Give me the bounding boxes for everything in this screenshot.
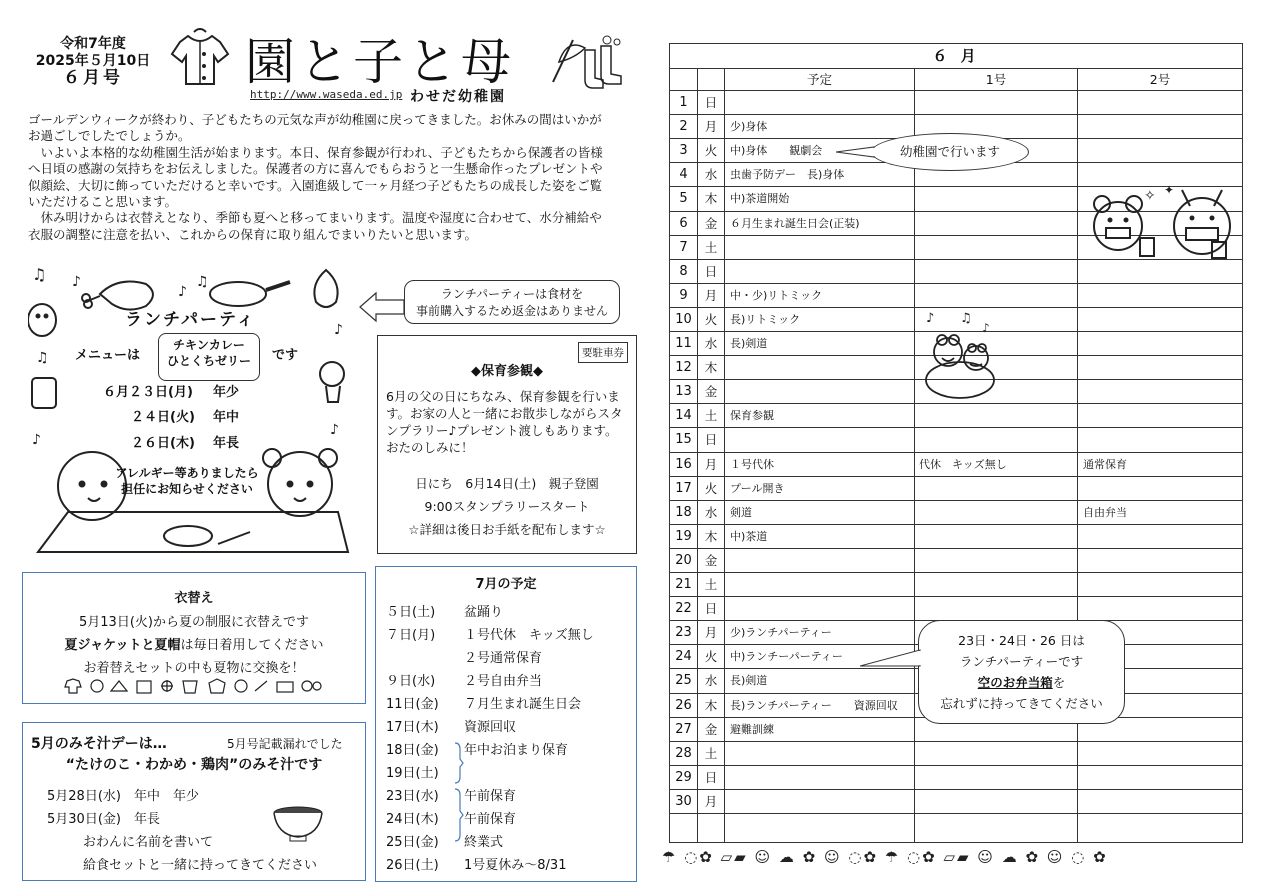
calendar-weekday: 金 <box>704 384 718 400</box>
july-row <box>386 739 568 758</box>
issue-date: 2025年５月10日 <box>35 53 151 69</box>
calendar-day: 1 <box>679 95 688 110</box>
calendar-day: 5 <box>679 191 688 207</box>
calendar-plan: 長)リトミック <box>730 312 801 326</box>
uniform-change-box <box>22 572 366 704</box>
svg-text:♫: ♫ <box>196 274 209 290</box>
miso-menu: “たけのこ・わかめ・鶏肉”のみそ汁です <box>65 757 323 773</box>
calendar-plan: 中)ランチーパーティー <box>730 650 843 664</box>
calendar-row <box>670 476 1242 500</box>
calendar-plan: 長)ランチパーティー 資源回収 <box>730 698 898 712</box>
calendar-plan: 長)剣道 <box>730 674 768 688</box>
miso-instruction: 給食セットと一緒に持ってきてください <box>83 858 318 873</box>
school-name: わせだ幼稚園 <box>410 89 506 105</box>
calendar-row <box>670 813 1242 837</box>
callout-text: を <box>1052 675 1066 690</box>
calendar-row <box>670 741 1242 765</box>
july-date: 11日(金) <box>386 697 439 712</box>
calendar-day: 28 <box>675 745 692 761</box>
observation-heading: ◆保育参観◆ <box>471 364 543 379</box>
calendar-weekday: 月 <box>704 119 718 135</box>
lunch-class: 年少 <box>213 385 240 400</box>
july-event: 1号夏休み～8/31 <box>464 858 567 873</box>
calendar-day: 15 <box>675 432 692 448</box>
uniform-change-title: 衣替え <box>174 591 214 606</box>
menu-item: ひとくちゼリー <box>166 354 251 368</box>
calendar-weekday: 日 <box>704 263 718 279</box>
intro-text <box>28 112 613 243</box>
svg-text:✦: ✦ <box>1164 183 1175 197</box>
newsletter-title: 園と子と母 <box>245 33 515 91</box>
calendar-day: 23 <box>675 625 692 641</box>
calendar-row <box>670 596 1242 620</box>
summer-items: 夏ジャケットと夏帽 <box>64 638 181 653</box>
lunch-class: 年中 <box>213 410 240 425</box>
uniform-change-text: は毎日着用してください <box>180 638 324 653</box>
menu-desu: です <box>272 348 299 363</box>
calendar-plan: 中)茶道 <box>730 529 768 543</box>
calendar-day <box>670 814 697 837</box>
calendar-day: 16 <box>675 456 692 472</box>
calendar-weekday: 水 <box>704 167 718 183</box>
july-date: ９日(水) <box>386 674 436 689</box>
calendar-day: 9 <box>679 287 688 303</box>
bowl-icon <box>271 805 325 843</box>
july-row <box>386 670 542 689</box>
july-row <box>386 716 516 735</box>
calendar-row <box>670 548 1242 572</box>
calendar-weekday: 日 <box>704 432 718 448</box>
calendar-day: 2 <box>679 119 688 135</box>
calendar-day: 7 <box>679 239 688 255</box>
calendar-day: 22 <box>675 601 692 617</box>
july-event: ２号通常保育 <box>464 651 543 666</box>
july-event: 午前保育 <box>464 789 517 804</box>
july-date: 26日(土) <box>386 858 439 873</box>
calendar-weekday: 月 <box>704 793 718 809</box>
uniform-change-line: お着替えセットの中も夏物に交換を！ <box>83 661 305 676</box>
menu-label: メニューは <box>75 348 141 363</box>
calendar-plan: ６月生まれ誕生日会(正装) <box>730 216 860 230</box>
calendar-weekday: 月 <box>704 287 718 303</box>
calendar-no1: 代休 キッズ無し <box>919 457 1007 471</box>
calendar-day: 24 <box>675 649 692 665</box>
calendar-plan: 剣道 <box>730 505 752 519</box>
calendar-plan: 避難訓練 <box>730 722 774 736</box>
july-event: １号代休 キッズ無し <box>464 628 594 643</box>
theater-callout: 幼稚園で行います <box>871 133 1029 171</box>
miso-date-line: 5月30日(金) 年長 <box>47 812 160 827</box>
clothes-decoration-icon <box>63 677 325 695</box>
calendar-day: 29 <box>675 769 692 785</box>
july-event: 盆踊り <box>464 605 504 620</box>
calendar-day: 21 <box>675 577 692 592</box>
intro-paragraph: いよいよ本格的な幼稚園生活が始まります。本日、保育参観が行われ、子どもたちから保護者の皆様へ日頃の感謝の気持ちをお伝えしました。保護者の方に喜んでもらおうと一生懸命作ったプレゼントや似顔絵、大切に飾っていただけると幸いです。入園進級して一ヶ月経つ子どもたちの成長した姿をご覧いただけること思います。 <box>28 144 603 210</box>
calendar-day: 18 <box>675 504 692 520</box>
svg-text:♪: ♪ <box>178 284 187 300</box>
svg-text:♪: ♪ <box>982 321 990 335</box>
july-event: 資源回収 <box>464 720 517 735</box>
calendar-day: 4 <box>679 167 688 183</box>
svg-text:✧: ✧ <box>1144 188 1156 204</box>
calendar-day: 26 <box>675 697 692 713</box>
lunch-box-callout <box>918 620 1125 724</box>
calendar-day: 30 <box>675 793 692 809</box>
calendar-day: 10 <box>675 311 692 327</box>
col-header-no2: 2号 <box>1149 72 1171 87</box>
lunch-date: ６月２３日(月) <box>103 385 193 400</box>
july-date: 24日(木) <box>386 812 439 827</box>
calendar-plan: 中)茶道開始 <box>730 192 790 206</box>
frogs-singing-illustration <box>922 308 998 404</box>
allergy-line: 担任にお知らせください <box>121 482 253 496</box>
col-header-plan: 予定 <box>806 72 832 87</box>
umbrella-boots-icon <box>545 32 625 94</box>
calendar-title: ６ 月 <box>670 44 1242 69</box>
july-row <box>386 624 594 643</box>
july-date: 19日(土) <box>386 766 439 781</box>
school-url[interactable]: http://www.waseda.ed.jp <box>250 88 403 101</box>
calendar-weekday: 水 <box>704 504 718 520</box>
uniform-change-line: 5月13日(火)から夏の制服に衣替えです <box>79 615 309 630</box>
lunch-class: 年長 <box>213 436 240 451</box>
svg-text:♪: ♪ <box>32 432 41 448</box>
calendar-weekday: 木 <box>704 360 718 376</box>
calendar-plan: 虫歯予防デー 長)身体 <box>730 168 845 182</box>
callout-line <box>919 672 1124 693</box>
july-schedule-box <box>375 566 637 882</box>
lunch-date: ２６日(木) <box>131 436 195 451</box>
july-row <box>386 601 503 620</box>
menu-box <box>158 333 260 381</box>
calendar-row <box>670 403 1242 427</box>
miso-soup-day-box <box>22 722 366 881</box>
calendar-day: 6 <box>679 215 688 231</box>
callout-line: ランチパーティーは食材を <box>440 287 584 301</box>
july-title: 7月の予定 <box>475 577 537 592</box>
fiscal-year: 令和7年度 <box>60 36 126 52</box>
calendar-weekday: 金 <box>704 552 718 568</box>
col-header-no1: 1号 <box>985 72 1007 87</box>
calendar-weekday: 土 <box>704 239 718 255</box>
shirt-icon <box>168 28 232 88</box>
july-date: 25日(金) <box>386 835 439 850</box>
calendar-row <box>670 524 1242 548</box>
miso-instruction: おわんに名前を書いて <box>83 835 214 850</box>
calendar-weekday: 日 <box>704 769 718 785</box>
july-row <box>386 693 581 712</box>
calendar-weekday: 金 <box>704 721 718 737</box>
rainy-season-border-decoration: ☂ ◌✿ ▱▰ ☺ ☁ ✿ ☺ ◌✿ ☂ ◌✿ ▱▰ ☺ ☁ ✿ ☺ ◌ ✿ <box>662 848 1108 866</box>
parking-ticket-tag: 要駐車券 <box>578 342 628 363</box>
calendar-day: 12 <box>675 360 692 376</box>
calendar-row <box>670 427 1242 451</box>
july-row <box>386 854 566 873</box>
july-event: ２号自由弁当 <box>464 674 543 689</box>
svg-text:♫: ♫ <box>32 265 47 284</box>
calendar-weekday: 土 <box>704 408 718 424</box>
calendar-day: 25 <box>675 673 692 689</box>
calendar-weekday: 火 <box>704 649 718 665</box>
callout-line: 事前購入するため返金はありません <box>415 304 608 318</box>
calendar-weekday: 月 <box>704 625 718 641</box>
calendar-plan: 中)身体 観劇会 <box>730 144 823 158</box>
july-date: 18日(金) <box>386 743 439 758</box>
refund-callout <box>404 280 620 324</box>
calendar-weekday: 火 <box>704 480 718 496</box>
calendar-plan: 少)ランチパーティー <box>730 626 832 640</box>
july-date: 17日(木) <box>386 720 439 735</box>
calendar-weekday: 火 <box>704 311 718 327</box>
svg-text:♪: ♪ <box>72 274 81 290</box>
calendar-weekday: 水 <box>704 336 718 351</box>
allergy-line: アレルギー等ありましたら <box>115 466 259 480</box>
left-arrow-icon <box>358 290 406 324</box>
calendar-day: 13 <box>675 384 692 400</box>
calendar-weekday: 木 <box>704 191 718 207</box>
calendar-day: 27 <box>675 721 692 737</box>
july-row <box>386 808 516 827</box>
july-row <box>386 785 516 804</box>
intro-paragraph: ゴールデンウィークが終わり、子どもたちの元気な声が幼稚園に戻ってきました。お休みの間はいかがお過ごしでしたでしょうか。 <box>28 112 602 144</box>
kids-brushing-teeth-illustration <box>1082 180 1232 266</box>
issue-number: ６月号 <box>63 68 123 88</box>
calendar-day: 3 <box>679 143 688 159</box>
calendar-no2: 通常保育 <box>1083 457 1127 471</box>
calendar-day: 8 <box>679 263 688 279</box>
allergy-note <box>112 465 262 497</box>
calendar-plan: 中・少)リトミック <box>730 288 823 302</box>
intro-paragraph: 休み明けからは衣替えとなり、季節も夏へと移ってまいります。温度や湿度に合わせて、水分補給や衣服の調整に注意を払い、これからの保育に取り組んでまいりたいと思います。 <box>28 210 602 242</box>
july-date: 23日(水) <box>386 789 439 804</box>
calendar-weekday: 木 <box>704 528 718 544</box>
calendar-weekday: 日 <box>704 95 718 110</box>
calendar-weekday: 水 <box>704 673 718 689</box>
calendar-plan: 長)剣道 <box>730 337 768 350</box>
calendar-weekday: 金 <box>704 215 718 231</box>
svg-text:♫: ♫ <box>960 311 972 326</box>
calendar-weekday: 月 <box>704 456 718 472</box>
callout-line: 忘れずに持ってきてください <box>940 696 1103 711</box>
calendar-plan: １号代休 <box>730 457 774 471</box>
calendar-weekday: 日 <box>704 601 718 617</box>
calendar-weekday: 土 <box>704 745 718 761</box>
callout-pointer <box>860 648 922 670</box>
calendar-row <box>670 765 1242 789</box>
calendar-weekday <box>698 814 724 837</box>
miso-note: 5月号記載漏れでした <box>227 737 343 751</box>
uniform-change-line <box>23 634 365 653</box>
july-event: 年中お泊まり保育 <box>464 743 569 758</box>
calendar-day: 14 <box>675 408 692 424</box>
july-event: 午前保育 <box>464 812 517 827</box>
calendar-row <box>670 283 1242 307</box>
calendar-weekday: 木 <box>704 697 718 713</box>
svg-text:♪: ♪ <box>926 311 935 326</box>
observation-note: ☆詳細は後日お手紙を配布します☆ <box>408 522 606 537</box>
callout-pointer <box>836 145 876 159</box>
calendar-day: 20 <box>675 552 692 568</box>
observation-body: 6月の父の日にちなみ、保育参観を行います。お家の人と一緒にお散歩しながらスタンプラリー♪プレゼント渡しもあります。おたのしみに！ <box>386 389 623 455</box>
lunch-party-title: ランチパーティ <box>125 310 256 330</box>
calendar-no2: 自由弁当 <box>1083 505 1127 519</box>
callout-line: ランチパーティーです <box>959 654 1084 669</box>
calendar-row <box>670 452 1242 476</box>
svg-text:♪: ♪ <box>330 422 339 438</box>
empty-lunchbox-text: 空のお弁当箱 <box>977 675 1053 690</box>
calendar-plan: プール開き <box>730 481 785 495</box>
july-date: ７日(月) <box>386 628 436 643</box>
bracket-icon <box>454 739 464 879</box>
calendar-day: 19 <box>675 528 692 544</box>
menu-item: チキンカレー <box>173 338 245 352</box>
svg-text:♫: ♫ <box>36 350 49 366</box>
july-row <box>386 762 464 781</box>
calendar-row <box>670 90 1242 114</box>
observation-time: 9:00スタンプラリースタート <box>424 499 590 514</box>
july-row <box>386 831 503 850</box>
july-row <box>386 647 542 666</box>
july-event: ７月生まれ誕生日会 <box>464 697 582 712</box>
calendar-plan: 少)身体 <box>730 120 768 134</box>
calendar-plan: 保育参観 <box>730 409 774 423</box>
issue-info <box>18 36 168 87</box>
calendar-row <box>670 789 1242 813</box>
calendar-weekday: 火 <box>704 143 718 159</box>
observation-date: 日にち 6月14日(土) 親子登園 <box>415 476 599 491</box>
calendar-row <box>670 500 1242 524</box>
calendar-weekday: 土 <box>704 577 718 592</box>
miso-date-line: 5月28日(水) 年中 年少 <box>47 789 199 804</box>
july-event: 終業式 <box>464 835 504 850</box>
july-date: ５日(土) <box>386 605 436 620</box>
observation-day-box <box>377 335 637 554</box>
calendar-row <box>670 572 1242 596</box>
calendar-day: 17 <box>675 480 692 496</box>
miso-title: 5月のみそ汁デーは… <box>31 736 167 752</box>
calendar-day: 11 <box>675 336 692 351</box>
svg-text:♪: ♪ <box>334 322 343 338</box>
callout-line: 23日・24日・26 日は <box>958 633 1085 648</box>
lunch-date: ２４日(火) <box>131 410 195 425</box>
